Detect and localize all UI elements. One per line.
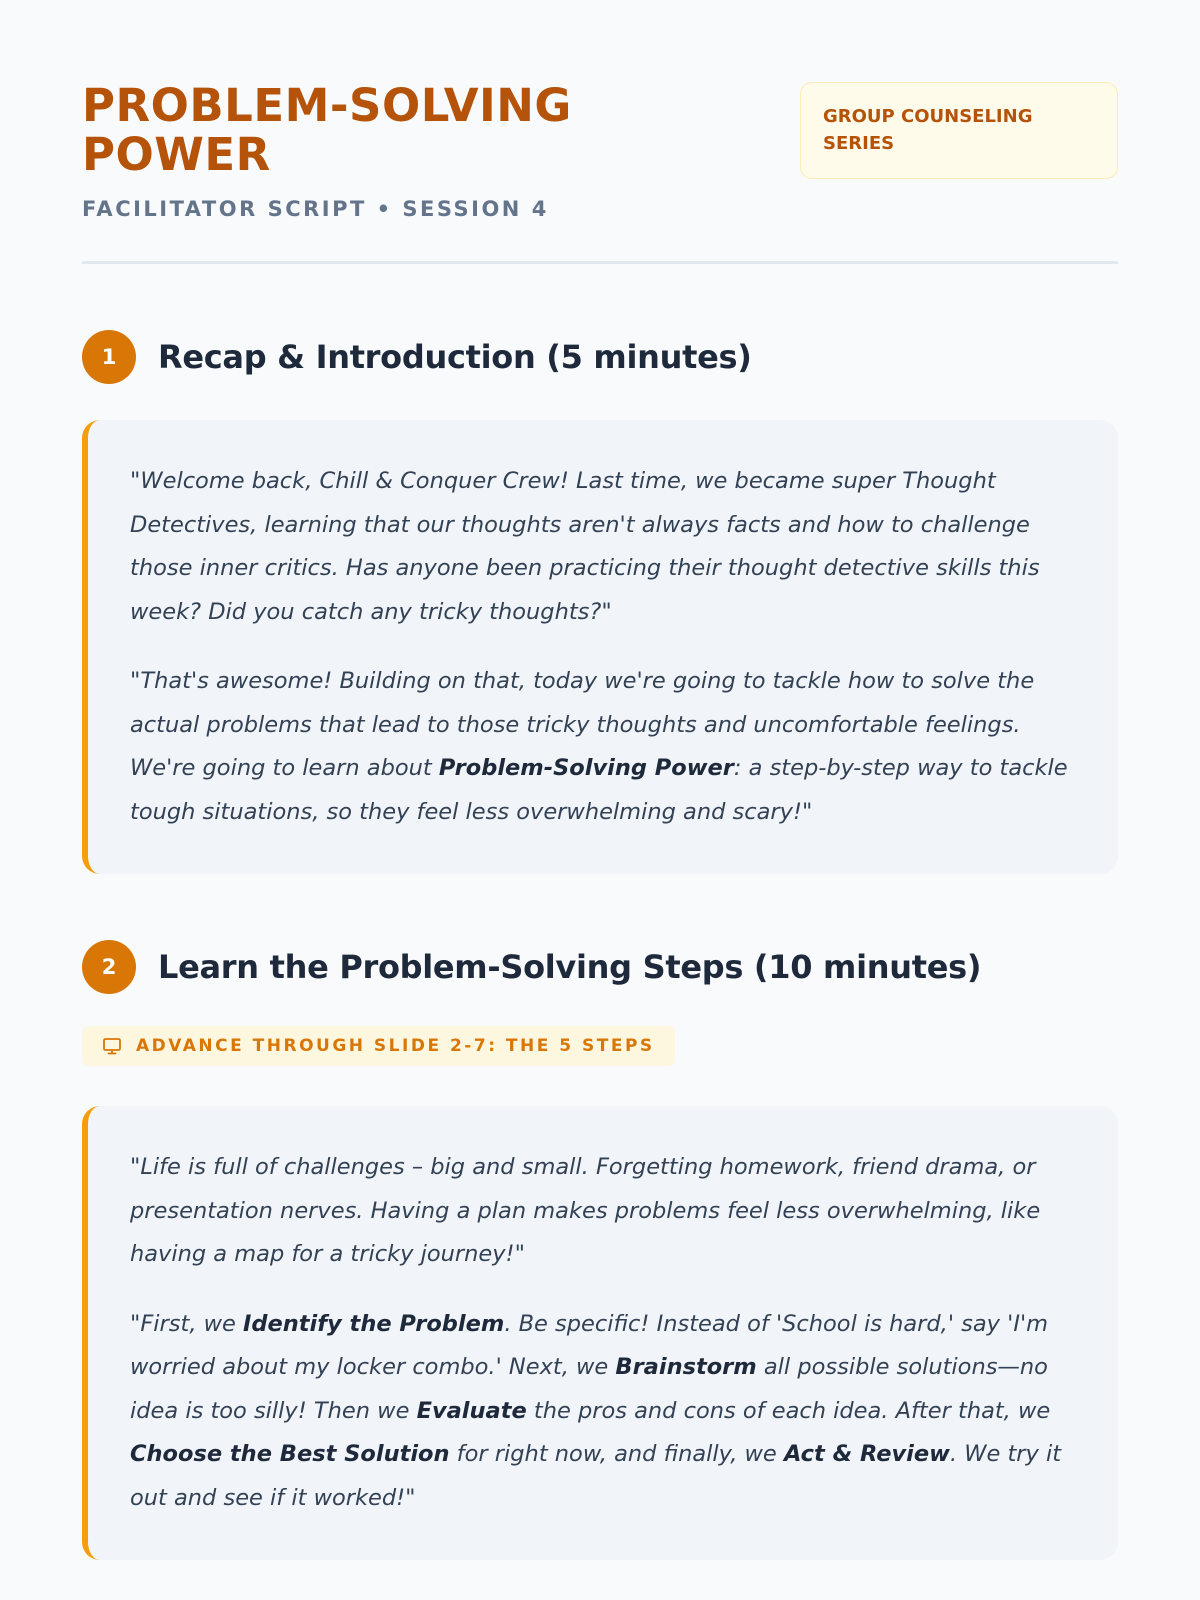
section-1-p2-bold: Problem-Solving Power xyxy=(438,755,734,781)
series-badge xyxy=(800,82,1118,179)
step-evaluate: Evaluate xyxy=(416,1397,527,1424)
page-header xyxy=(82,78,1118,221)
section-1-paragraph-2 xyxy=(130,660,1080,834)
title-block xyxy=(82,78,702,221)
page-subtitle: FACILITATOR SCRIPT • SESSION 4 xyxy=(82,197,549,221)
page-title xyxy=(82,81,702,179)
section-2-title: Learn the Problem-Solving Steps (10 minutes) xyxy=(158,948,982,986)
step-choose-best-solution: Choose the Best Solution xyxy=(130,1441,450,1467)
section-1-p2-text-a: "That's awesome! Building on that, today we're going to tackle how to solve the actual problems that lead to those tricky thoughts and uncomfortable feelings. We're going to learn about xyxy=(130,668,1035,781)
slide-cue-text: ADVANCE THROUGH SLIDE 2-7: THE 5 STEPS xyxy=(136,1036,655,1056)
series-badge-line2: SERIES xyxy=(823,133,895,154)
section-2-p2-t3: all possible solutions—no idea is too silly! Then we xyxy=(130,1354,1048,1424)
section-1-paragraph-1: "Welcome back, Chill & Conquer Crew! Last time, we became super Thought Detectives, learning that our thoughts aren't always facts and how to challenge those inner critics. Has anyone been practicing their thought detective skills this week? Did you catch any tricky thoughts?" xyxy=(130,468,1040,625)
monitor-icon xyxy=(102,1037,122,1055)
page-title-line2: POWER xyxy=(82,128,271,181)
section-2-paragraph-1: "Life is full of challenges – big and small. Forgetting homework, friend drama, or presentation nerves. Having a plan makes problems feel less overwhelming, like having a map for a tricky journey!" xyxy=(130,1154,1041,1267)
section-1-number-badge: 1 xyxy=(82,330,136,384)
slide-cue-badge xyxy=(82,1026,675,1066)
section-2-p2-t5: for right now, and finally, we xyxy=(449,1441,784,1467)
section-2-paragraph-2 xyxy=(130,1303,1080,1521)
section-2-p2-t4: the pros and cons of each idea. After that, we xyxy=(526,1397,1051,1424)
series-badge-line1: GROUP COUNSELING xyxy=(823,106,1033,127)
section-2-p2-t1: "First, we xyxy=(130,1310,244,1337)
page-title-line1: PROBLEM-SOLVING xyxy=(82,79,572,132)
section-1-p2-text-b: : a step-by-step way to tackle tough situations, so they feel less overwhelming and scary!" xyxy=(130,755,1068,825)
section-2-p2-t6: . We try it out and see if it worked!" xyxy=(130,1441,1062,1511)
section-1-script-box xyxy=(82,420,1118,874)
section-2-heading xyxy=(82,940,1118,994)
step-identify-problem: Identify the Problem xyxy=(243,1310,505,1337)
step-act-review: Act & Review xyxy=(783,1441,950,1467)
section-2-number-badge: 2 xyxy=(82,940,136,994)
header-divider xyxy=(82,261,1118,264)
section-1-title: Recap & Introduction (5 minutes) xyxy=(158,338,752,376)
step-brainstorm: Brainstorm xyxy=(615,1354,757,1380)
section-1-heading xyxy=(82,330,1118,384)
section-2-script-box xyxy=(82,1106,1118,1560)
section-2-p2-t2: . Be specific! Instead of 'School is hard,' say 'I'm worried about my locker combo.' Next, we xyxy=(130,1310,1049,1380)
